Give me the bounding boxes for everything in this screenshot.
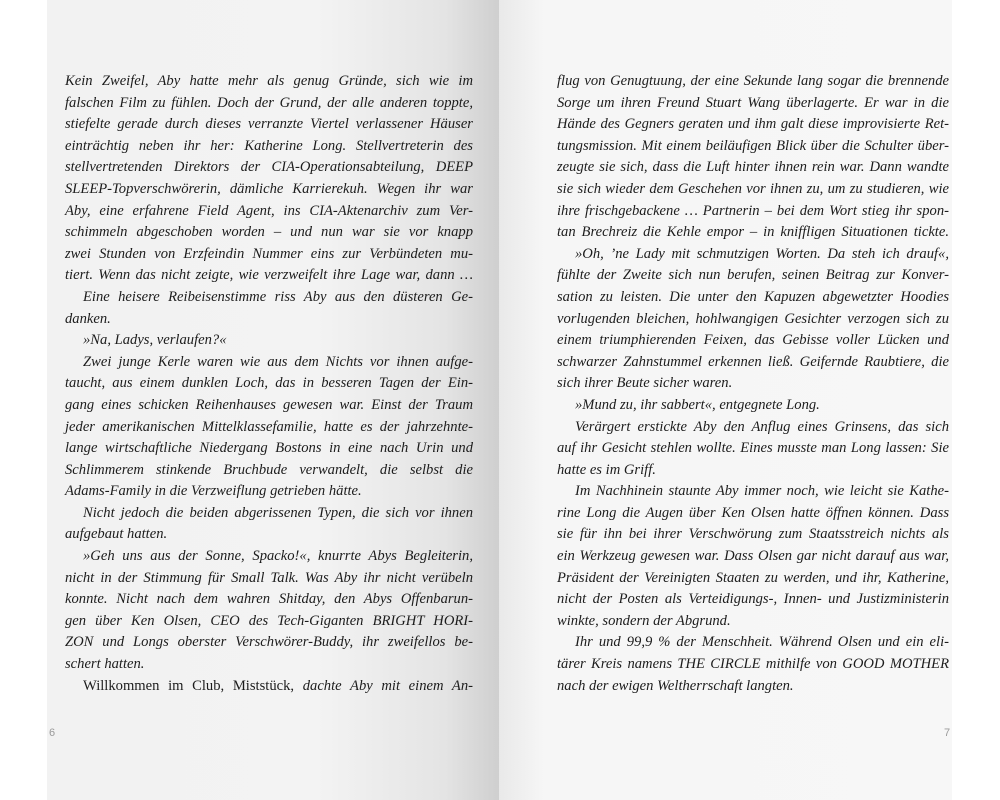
text-line: danken. bbox=[65, 310, 111, 327]
text-line: aufgebaut hatten. bbox=[65, 526, 168, 543]
text-line: jeder amerikanischen Mittelklassefamilie, hatte es der jahrzehnte- bbox=[65, 418, 473, 435]
roman-phrase: Willkommen im Club, Miststück, bbox=[83, 677, 295, 694]
text-line: nicht in der Stimmung für Small Talk. Was Aby ihr nicht verübeln bbox=[65, 569, 473, 586]
right-page bbox=[499, 0, 952, 800]
right-page-text bbox=[557, 71, 949, 697]
page-number-left: 6 bbox=[49, 727, 56, 739]
text-line: »Oh, ’ne Lady mit schmutzigen Worten. Da steh ich drauf«, bbox=[575, 245, 949, 262]
text-line: ein Werkzeug gewesen war. Dass Olsen gar nicht darauf aus war, bbox=[557, 548, 949, 565]
text-line: Präsident der Vereinigten Staaten zu werden, und ihr, Katherine, bbox=[557, 569, 949, 586]
text-line: schimmeln abgeschoben worden – und nun war sie vor knapp bbox=[65, 224, 473, 241]
text-line: schert hatten. bbox=[65, 656, 145, 673]
text-line: ZON und Longs oberster Verschwörer-Buddy, ihr zweifellos be- bbox=[65, 634, 473, 651]
text-line: Ihr und 99,9 % der Menschheit. Während Olsen und ein eli- bbox=[575, 634, 949, 651]
italic-phrase: dachte Aby mit einem An- bbox=[302, 677, 473, 694]
text-line: Eine heisere Reibeisenstimme riss Aby aus den düsteren Ge- bbox=[83, 288, 473, 305]
text-line: gen über Ken Olsen, CEO des Tech-Giganten BRIGHT HORI- bbox=[65, 612, 473, 629]
left-page bbox=[47, 0, 499, 800]
text-line: gang eines schicken Reihenhauses gewesen war. Einst der Traum bbox=[65, 396, 473, 413]
text-line: zwei Stunden von Erzfeindin Nummer eins zur Verbündeten mu- bbox=[65, 245, 473, 262]
text-line: taucht, aus einem dunklen Loch, das in besseren Tagen der Ein- bbox=[65, 375, 473, 392]
text-line: vorlugenden bleichen, hohlwangigen Gesichter verzogen sich zu bbox=[557, 310, 949, 327]
text-line: nach der ewigen Weltherrschaft langten. bbox=[557, 677, 794, 694]
text-line: Sorge um ihren Freund Stuart Wang überlagerte. Er war in die bbox=[557, 94, 949, 111]
text-line: sie sich wieder dem Geschehen vor ihnen zu, um zu studieren, wie bbox=[557, 180, 949, 197]
text-line: auf ihr Gesicht stehlen wollte. Eines musste man Long lassen: Sie bbox=[557, 440, 949, 457]
text-line: Kein Zweifel, Aby hatte mehr als genug Gründe, sich wie im bbox=[65, 73, 473, 89]
text-line: einträchtig neben ihr her: Katherine Long. Stellvertreterin des bbox=[65, 137, 473, 154]
text-line: tärer Kreis namens THE CIRCLE mithilfe von GOOD MOTHER bbox=[557, 656, 949, 673]
text-line: stellvertretenden Direktors der CIA-Operationsabteilung, DEEP bbox=[65, 159, 473, 176]
text-line: falschen Film zu fühlen. Doch der Grund, der alle anderen toppte, bbox=[65, 94, 473, 111]
text-line: lange wirtschaftliche Niedergang Bostons in eine nach Urin und bbox=[65, 440, 473, 457]
text-line: sie für ihn bei ihrer Verschwörung zum Staatsstreich nichts als bbox=[557, 526, 949, 543]
text-line: zeugte sie sich, dass die Luft hinter ihnen rein war. Dann wandte bbox=[557, 159, 949, 176]
text-line: konnte. Nicht nach dem wahren Shitday, den Abys Offenbarun- bbox=[65, 591, 473, 608]
text-line: ihre frischgebackene … Partnerin – bei dem Wort stieg ihr spon- bbox=[557, 202, 949, 219]
text-line: Aby, eine erfahrene Field Agent, ins CIA-Aktenarchiv zum Ver- bbox=[65, 202, 473, 219]
text-line: »Na, Ladys, verlaufen?« bbox=[83, 332, 227, 349]
text-line: fühlte der Zweite sich nun berufen, seinen Beitrag zur Konver- bbox=[557, 267, 949, 284]
text-line: tan Brechreiz die Kehle empor – in kniffligen Situationen tickte. bbox=[557, 224, 949, 241]
text-line: »Geh uns aus der Sonne, Spacko!«, knurrte Abys Begleiterin, bbox=[83, 548, 473, 565]
text-line: Schlimmerem stinkende Bruchbude verwandelt, die selbst die bbox=[65, 461, 473, 478]
left-page-text bbox=[65, 71, 473, 697]
text-line: Im Nachhinein staunte Aby immer noch, wie leicht sie Kathe- bbox=[575, 483, 949, 500]
text-line: sation zu leisten. Die unter den Kapuzen abgewetzter Hoodies bbox=[557, 288, 949, 305]
text-line: Zwei junge Kerle waren wie aus dem Nichts vor ihnen aufge- bbox=[83, 353, 473, 370]
text-line: Nicht jedoch die beiden abgerissenen Typen, die sich vor ihnen bbox=[83, 504, 473, 521]
text-line: einem triumphierenden Feixen, das Gebisse voller Lücken und bbox=[557, 332, 949, 349]
page-number-right: 7 bbox=[944, 727, 951, 739]
text-line: sich ihrer Beute sicher waren. bbox=[557, 375, 733, 392]
text-line: Hände des Gegners geraten und ihm galt diese improvisierte Ret- bbox=[557, 116, 949, 133]
text-line: flug von Genugtuung, der eine Sekunde lang sogar die brennende bbox=[557, 73, 949, 89]
text-line: SLEEP-Topverschwörerin, dämliche Karrierekuh. Wegen ihr war bbox=[65, 180, 473, 197]
text-line: tiert. Wenn das nicht zeigte, wie verzweifelt ihre Lage war, dann … bbox=[65, 267, 473, 284]
text-line: rine Long die Augen über Ken Olsen hatte öffnen können. Dass bbox=[557, 504, 949, 521]
text-line: Verärgert erstickte Aby den Anflug eines Grinsens, das sich bbox=[575, 418, 949, 435]
text-line: schwarzer Zahnstummel erkennen ließ. Geifernde Raubtiere, die bbox=[557, 353, 949, 370]
text-line: winkte, sondern der Abgrund. bbox=[557, 612, 731, 629]
text-line: tungsmission. Mit einem beiläufigen Blick über die Schulter über- bbox=[557, 137, 949, 154]
text-line bbox=[65, 676, 473, 698]
text-line: Adams-Family in die Verzweiflung getrieben hätte. bbox=[65, 483, 362, 500]
text-line: stiefelte gerade durch dieses verranzte Viertel verlassener Häuser bbox=[65, 116, 473, 133]
text-line: »Mund zu, ihr sabbert«, entgegnete Long. bbox=[575, 396, 820, 413]
text-line: nicht der Posten als Verteidigungs-, Innen- und Justizministerin bbox=[557, 591, 949, 608]
text-line: hatte es im Griff. bbox=[557, 461, 656, 478]
